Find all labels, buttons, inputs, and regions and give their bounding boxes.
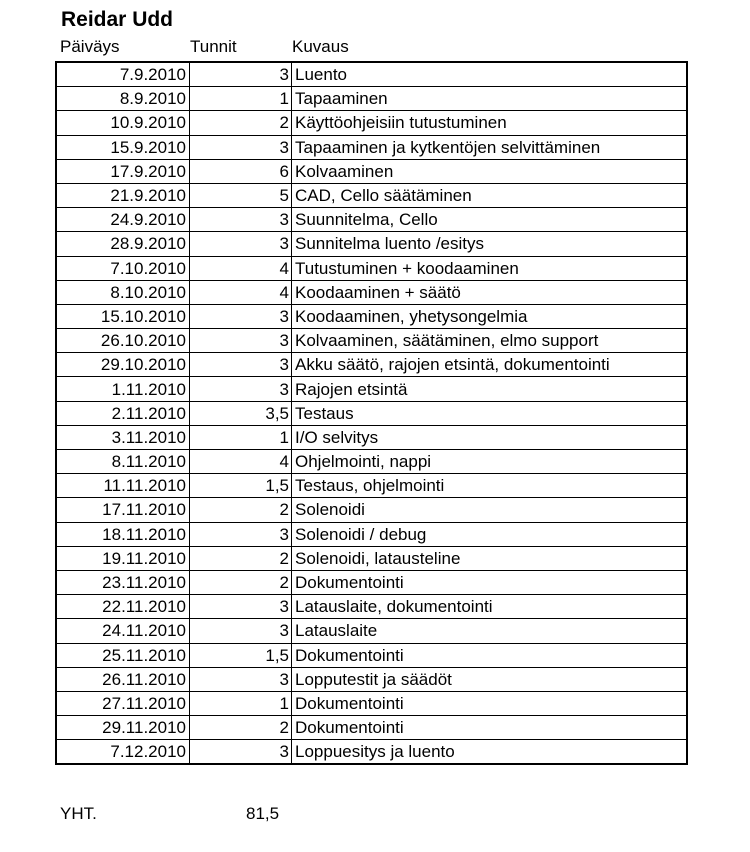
date-cell: 10.9.2010 (56, 111, 190, 135)
hours-cell: 6 (190, 159, 292, 183)
hours-cell: 3 (190, 667, 292, 691)
description-cell: CAD, Cello säätäminen (292, 183, 688, 207)
description-column-header: Kuvaus (292, 37, 349, 56)
date-cell: 29.11.2010 (56, 716, 190, 740)
description-cell: Suunnitelma, Cello (292, 208, 688, 232)
description-cell: Luento (292, 62, 688, 87)
table-row (56, 232, 687, 256)
hours-cell: 3 (190, 329, 292, 353)
date-cell: 24.11.2010 (56, 619, 190, 643)
hours-cell: 4 (190, 280, 292, 304)
hours-cell: 3 (190, 595, 292, 619)
date-cell: 7.9.2010 (56, 62, 190, 87)
table-row (56, 643, 687, 667)
hours-cell: 2 (190, 546, 292, 570)
description-cell: Käyttöohjeisiin tutustuminen (292, 111, 688, 135)
date-cell: 29.10.2010 (56, 353, 190, 377)
table-row (56, 740, 687, 765)
table-row (56, 522, 687, 546)
table-row (56, 87, 687, 111)
table-row (56, 377, 687, 401)
date-cell: 3.11.2010 (56, 425, 190, 449)
hours-cell: 3 (190, 522, 292, 546)
hours-cell: 3 (190, 304, 292, 328)
hours-cell: 1 (190, 425, 292, 449)
date-cell: 15.10.2010 (56, 304, 190, 328)
hours-cell: 5 (190, 183, 292, 207)
description-cell: Koodaaminen + säätö (292, 280, 688, 304)
hours-cell: 2 (190, 111, 292, 135)
description-cell: Tutustuminen + koodaaminen (292, 256, 688, 280)
description-cell: Tapaaminen ja kytkentöjen selvittäminen (292, 135, 688, 159)
hours-cell: 3 (190, 232, 292, 256)
description-cell: Solenoidi / debug (292, 522, 688, 546)
description-cell: Kolvaaminen, säätäminen, elmo support (292, 329, 688, 353)
description-cell: Akku säätö, rajojen etsintä, dokumentointi (292, 353, 688, 377)
date-cell: 19.11.2010 (56, 546, 190, 570)
date-cell: 21.9.2010 (56, 183, 190, 207)
hours-cell: 1,5 (190, 643, 292, 667)
table-row (56, 183, 687, 207)
table-row (56, 401, 687, 425)
hours-cell: 3 (190, 135, 292, 159)
description-cell: Lopputestit ja säädöt (292, 667, 688, 691)
hours-cell: 2 (190, 570, 292, 594)
table-row (56, 667, 687, 691)
table-row (56, 474, 687, 498)
total-value: 81,5 (246, 804, 280, 823)
date-cell: 8.11.2010 (56, 450, 190, 474)
date-cell: 23.11.2010 (56, 570, 190, 594)
date-cell: 1.11.2010 (56, 377, 190, 401)
page-title: Reidar Udd (61, 8, 174, 31)
date-cell: 2.11.2010 (56, 401, 190, 425)
hours-cell: 3 (190, 619, 292, 643)
date-cell: 17.11.2010 (56, 498, 190, 522)
date-cell: 18.11.2010 (56, 522, 190, 546)
table-row (56, 619, 687, 643)
hours-cell: 3 (190, 377, 292, 401)
hours-cell: 4 (190, 450, 292, 474)
description-cell: Dokumentointi (292, 716, 688, 740)
description-cell: Latauslaite, dokumentointi (292, 595, 688, 619)
description-cell: Kolvaaminen (292, 159, 688, 183)
date-cell: 22.11.2010 (56, 595, 190, 619)
total-label: YHT. (60, 804, 97, 823)
table-row (56, 304, 687, 328)
description-cell: I/O selvitys (292, 425, 688, 449)
hours-cell: 3 (190, 208, 292, 232)
description-cell: Sunnitelma luento /esitys (292, 232, 688, 256)
description-cell: Ohjelmointi, nappi (292, 450, 688, 474)
description-cell: Dokumentointi (292, 643, 688, 667)
date-cell: 26.10.2010 (56, 329, 190, 353)
table-row (56, 353, 687, 377)
table-row (56, 498, 687, 522)
hours-cell: 1 (190, 691, 292, 715)
hours-cell: 1,5 (190, 474, 292, 498)
description-cell: Loppuesitys ja luento (292, 740, 688, 765)
date-cell: 28.9.2010 (56, 232, 190, 256)
description-cell: Dokumentointi (292, 570, 688, 594)
description-cell: Dokumentointi (292, 691, 688, 715)
work-log-table (55, 61, 688, 765)
table-row (56, 135, 687, 159)
table-row (56, 329, 687, 353)
date-cell: 17.9.2010 (56, 159, 190, 183)
date-cell: 26.11.2010 (56, 667, 190, 691)
hours-cell: 1 (190, 87, 292, 111)
date-cell: 24.9.2010 (56, 208, 190, 232)
table-row (56, 425, 687, 449)
date-cell: 7.12.2010 (56, 740, 190, 765)
hours-column-header: Tunnit (190, 37, 237, 56)
table-row (56, 280, 687, 304)
work-log-body (56, 62, 687, 764)
description-cell: Koodaaminen, yhetysongelmia (292, 304, 688, 328)
table-row (56, 716, 687, 740)
table-row (56, 62, 687, 87)
description-cell: Testaus (292, 401, 688, 425)
description-cell: Rajojen etsintä (292, 377, 688, 401)
hours-cell: 3,5 (190, 401, 292, 425)
table-row (56, 595, 687, 619)
date-cell: 11.11.2010 (56, 474, 190, 498)
date-cell: 8.9.2010 (56, 87, 190, 111)
table-row (56, 546, 687, 570)
hours-cell: 3 (190, 62, 292, 87)
table-row (56, 691, 687, 715)
date-cell: 8.10.2010 (56, 280, 190, 304)
hours-cell: 4 (190, 256, 292, 280)
hours-cell: 3 (190, 740, 292, 765)
table-row (56, 159, 687, 183)
date-cell: 25.11.2010 (56, 643, 190, 667)
date-cell: 7.10.2010 (56, 256, 190, 280)
table-row (56, 256, 687, 280)
description-cell: Tapaaminen (292, 87, 688, 111)
date-cell: 27.11.2010 (56, 691, 190, 715)
description-cell: Solenoidi, latausteline (292, 546, 688, 570)
table-row (56, 570, 687, 594)
table-row (56, 208, 687, 232)
table-row (56, 111, 687, 135)
description-cell: Testaus, ohjelmointi (292, 474, 688, 498)
table-row (56, 450, 687, 474)
description-cell: Solenoidi (292, 498, 688, 522)
description-cell: Latauslaite (292, 619, 688, 643)
hours-cell: 2 (190, 498, 292, 522)
date-cell: 15.9.2010 (56, 135, 190, 159)
date-column-header: Päiväys (60, 37, 120, 56)
hours-cell: 2 (190, 716, 292, 740)
hours-cell: 3 (190, 353, 292, 377)
